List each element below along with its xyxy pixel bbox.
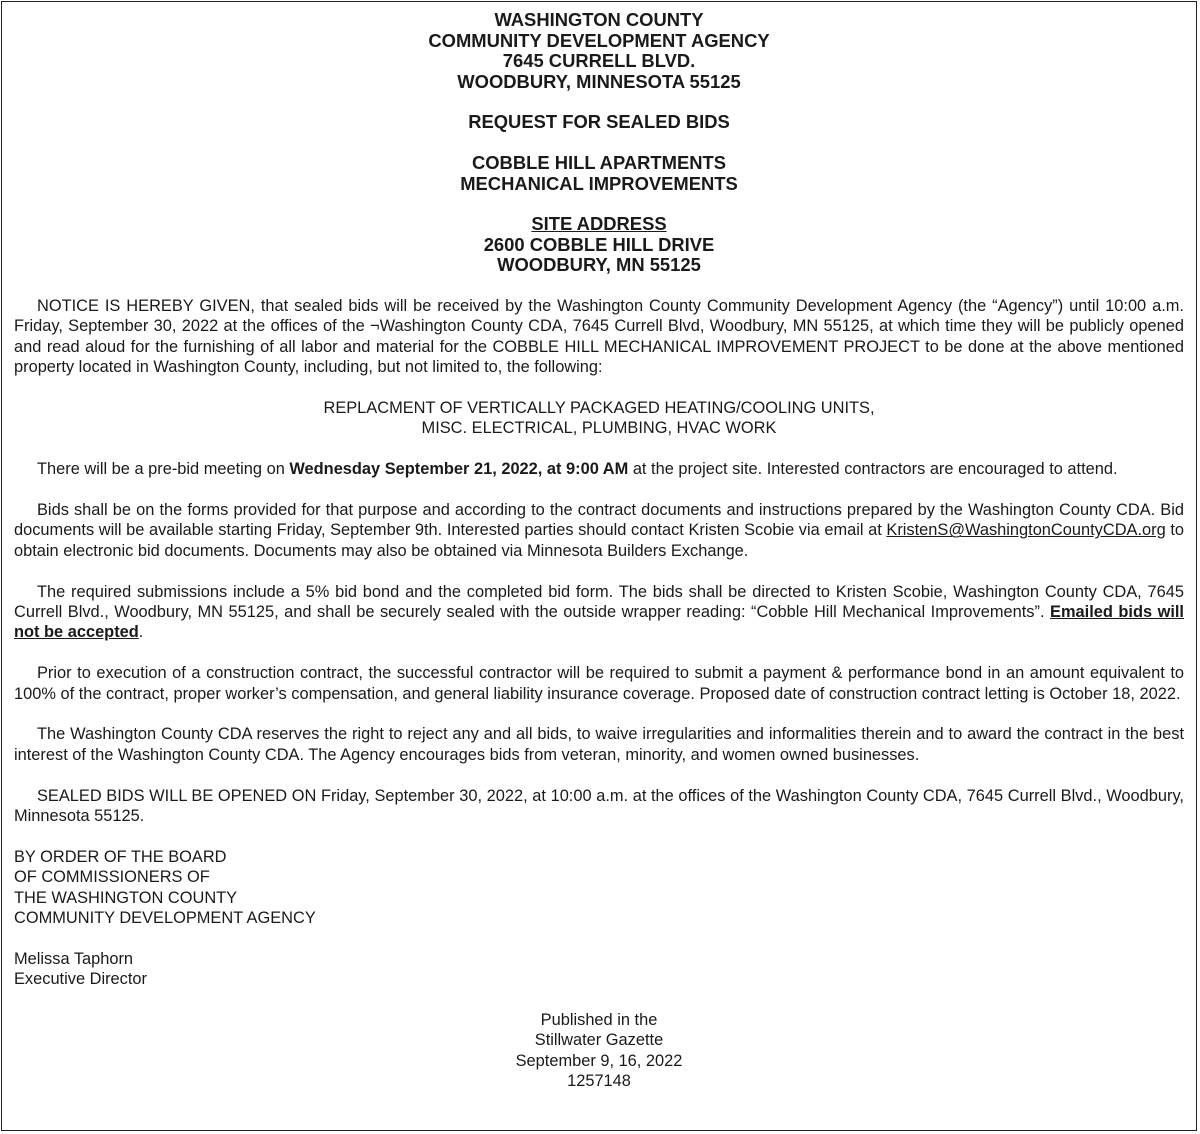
signoff-line: OF COMMISSIONERS OF (14, 868, 210, 887)
agency-address-block (14, 10, 1184, 92)
bid-documents-text-after: to obtain electronic bid documents. Documents may also be obtained via Minnesota Builders Exchange. (14, 521, 1184, 560)
bid-documents-paragraph (14, 500, 1184, 561)
signer-block (14, 949, 1184, 990)
request-title (14, 112, 1184, 133)
publication-line: September 9, 16, 2022 (515, 1051, 683, 1070)
submissions-text-before: The required submissions include a 5% bid bond and the completed bid form. The bids shall be directed to Kristen Scobie, Washington County CDA, 7645 Currell Blvd., Woodbury, MN 55125, and shall be securely sealed with the outside wrapper reading: “Cobble Hill Mechanical Improvements”. (14, 582, 1184, 621)
publication-id: 1257148 (567, 1072, 631, 1091)
rights-paragraph: The Washington County CDA reserves the right to reject any and all bids, to waive irregularities and informalities therein and to award the contract in the best interest of the Washington County CDA. The Agency encourages bids from veteran, minority, and women owned businesses. (14, 725, 1184, 764)
signer-name: Melissa Taphorn (14, 949, 134, 968)
submissions-text-after: . (138, 623, 144, 642)
prebid-text-before: There will be a pre-bid meeting on (37, 460, 290, 479)
notice-paragraph: NOTICE IS HEREBY GIVEN, that sealed bids will be received by the Washington County Community Development Agency (the “Agency”) until 10:00 a.m. Friday, September 30, 2022 at the offices of the ¬Washington County CDA, 7645 Currell Blvd, Woodbury, MN 55125, at which time they will be publicly opened and read aloud for the furnishing of all labor and material for the COBBLE HILL MECHANICAL IMPROVEMENT PROJECT to be done at the above mentioned property located in Washington County, including, but not limited to, the following: (14, 296, 1184, 377)
agency-line: 7645 CURRELL BLVD. (502, 50, 696, 72)
publication-info (14, 1010, 1184, 1092)
signoff-line: THE WASHINGTON COUNTY (14, 888, 238, 907)
site-address-label: SITE ADDRESS (531, 213, 667, 235)
signer-title: Executive Director (14, 970, 147, 989)
project-line: COBBLE HILL APARTMENTS (471, 151, 727, 173)
publication-line: Published in the (540, 1011, 658, 1029)
prebid-date: Wednesday September 21, 2022, at 9:00 AM (289, 460, 629, 479)
agency-line: WASHINGTON COUNTY (494, 9, 704, 30)
prebid-paragraph (14, 459, 1184, 479)
signoff-line: BY ORDER OF THE BOARD (14, 847, 227, 866)
agency-line: COMMUNITY DEVELOPMENT AGENCY (428, 29, 770, 51)
publication-line: Stillwater Gazette (534, 1031, 664, 1050)
contact-email-link[interactable]: KristenS@WashingtonCountyCDA.org (886, 521, 1166, 540)
legal-notice (1, 1, 1197, 1131)
notice-header (14, 10, 1184, 276)
emailed-bids-warning: Emailed bids will not be accepted (14, 602, 1184, 642)
site-address-line: 2600 COBBLE HILL DRIVE (483, 233, 715, 255)
scope-of-work (14, 398, 1184, 439)
submissions-paragraph (14, 582, 1184, 643)
scope-line: MISC. ELECTRICAL, PLUMBING, HVAC WORK (421, 419, 777, 438)
project-line: MECHANICAL IMPROVEMENTS (460, 172, 738, 194)
signoff-line: COMMUNITY DEVELOPMENT AGENCY (14, 909, 316, 927)
board-signoff (14, 847, 1184, 929)
request-title-text: REQUEST FOR SEALED BIDS (468, 111, 730, 133)
contract-paragraph: Prior to execution of a construction contract, the successful contractor will be required to submit a payment & performance bond in an amount equivalent to 100% of the contract, proper worker’s compensation, and general liability insurance coverage. Proposed date of construction contract letting is October 18, 2022. (14, 664, 1184, 703)
agency-line: WOODBURY, MINNESOTA 55125 (457, 70, 741, 92)
project-title (14, 153, 1184, 194)
scope-line: REPLACMENT OF VERTICALLY PACKAGED HEATING/COOLING UNITS, (323, 398, 875, 417)
opening-paragraph: SEALED BIDS WILL BE OPENED ON Friday, September 30, 2022, at 10:00 a.m. at the offices of the Washington County CDA, 7645 Currell Blvd., Woodbury, Minnesota 55125. (14, 786, 1184, 825)
prebid-text-after: at the project site. Interested contractors are encouraged to attend. (628, 460, 1118, 479)
site-address-line: WOODBURY, MN 55125 (497, 254, 701, 276)
site-address-block (14, 214, 1184, 276)
bid-documents-text-before: Bids shall be on the forms provided for that purpose and according to the contract documents and instructions prepared by the Washington County CDA. Bid documents will be available starting Friday, September 9th. Interested parties should contact Kristen Scobie via email at (14, 500, 1184, 540)
